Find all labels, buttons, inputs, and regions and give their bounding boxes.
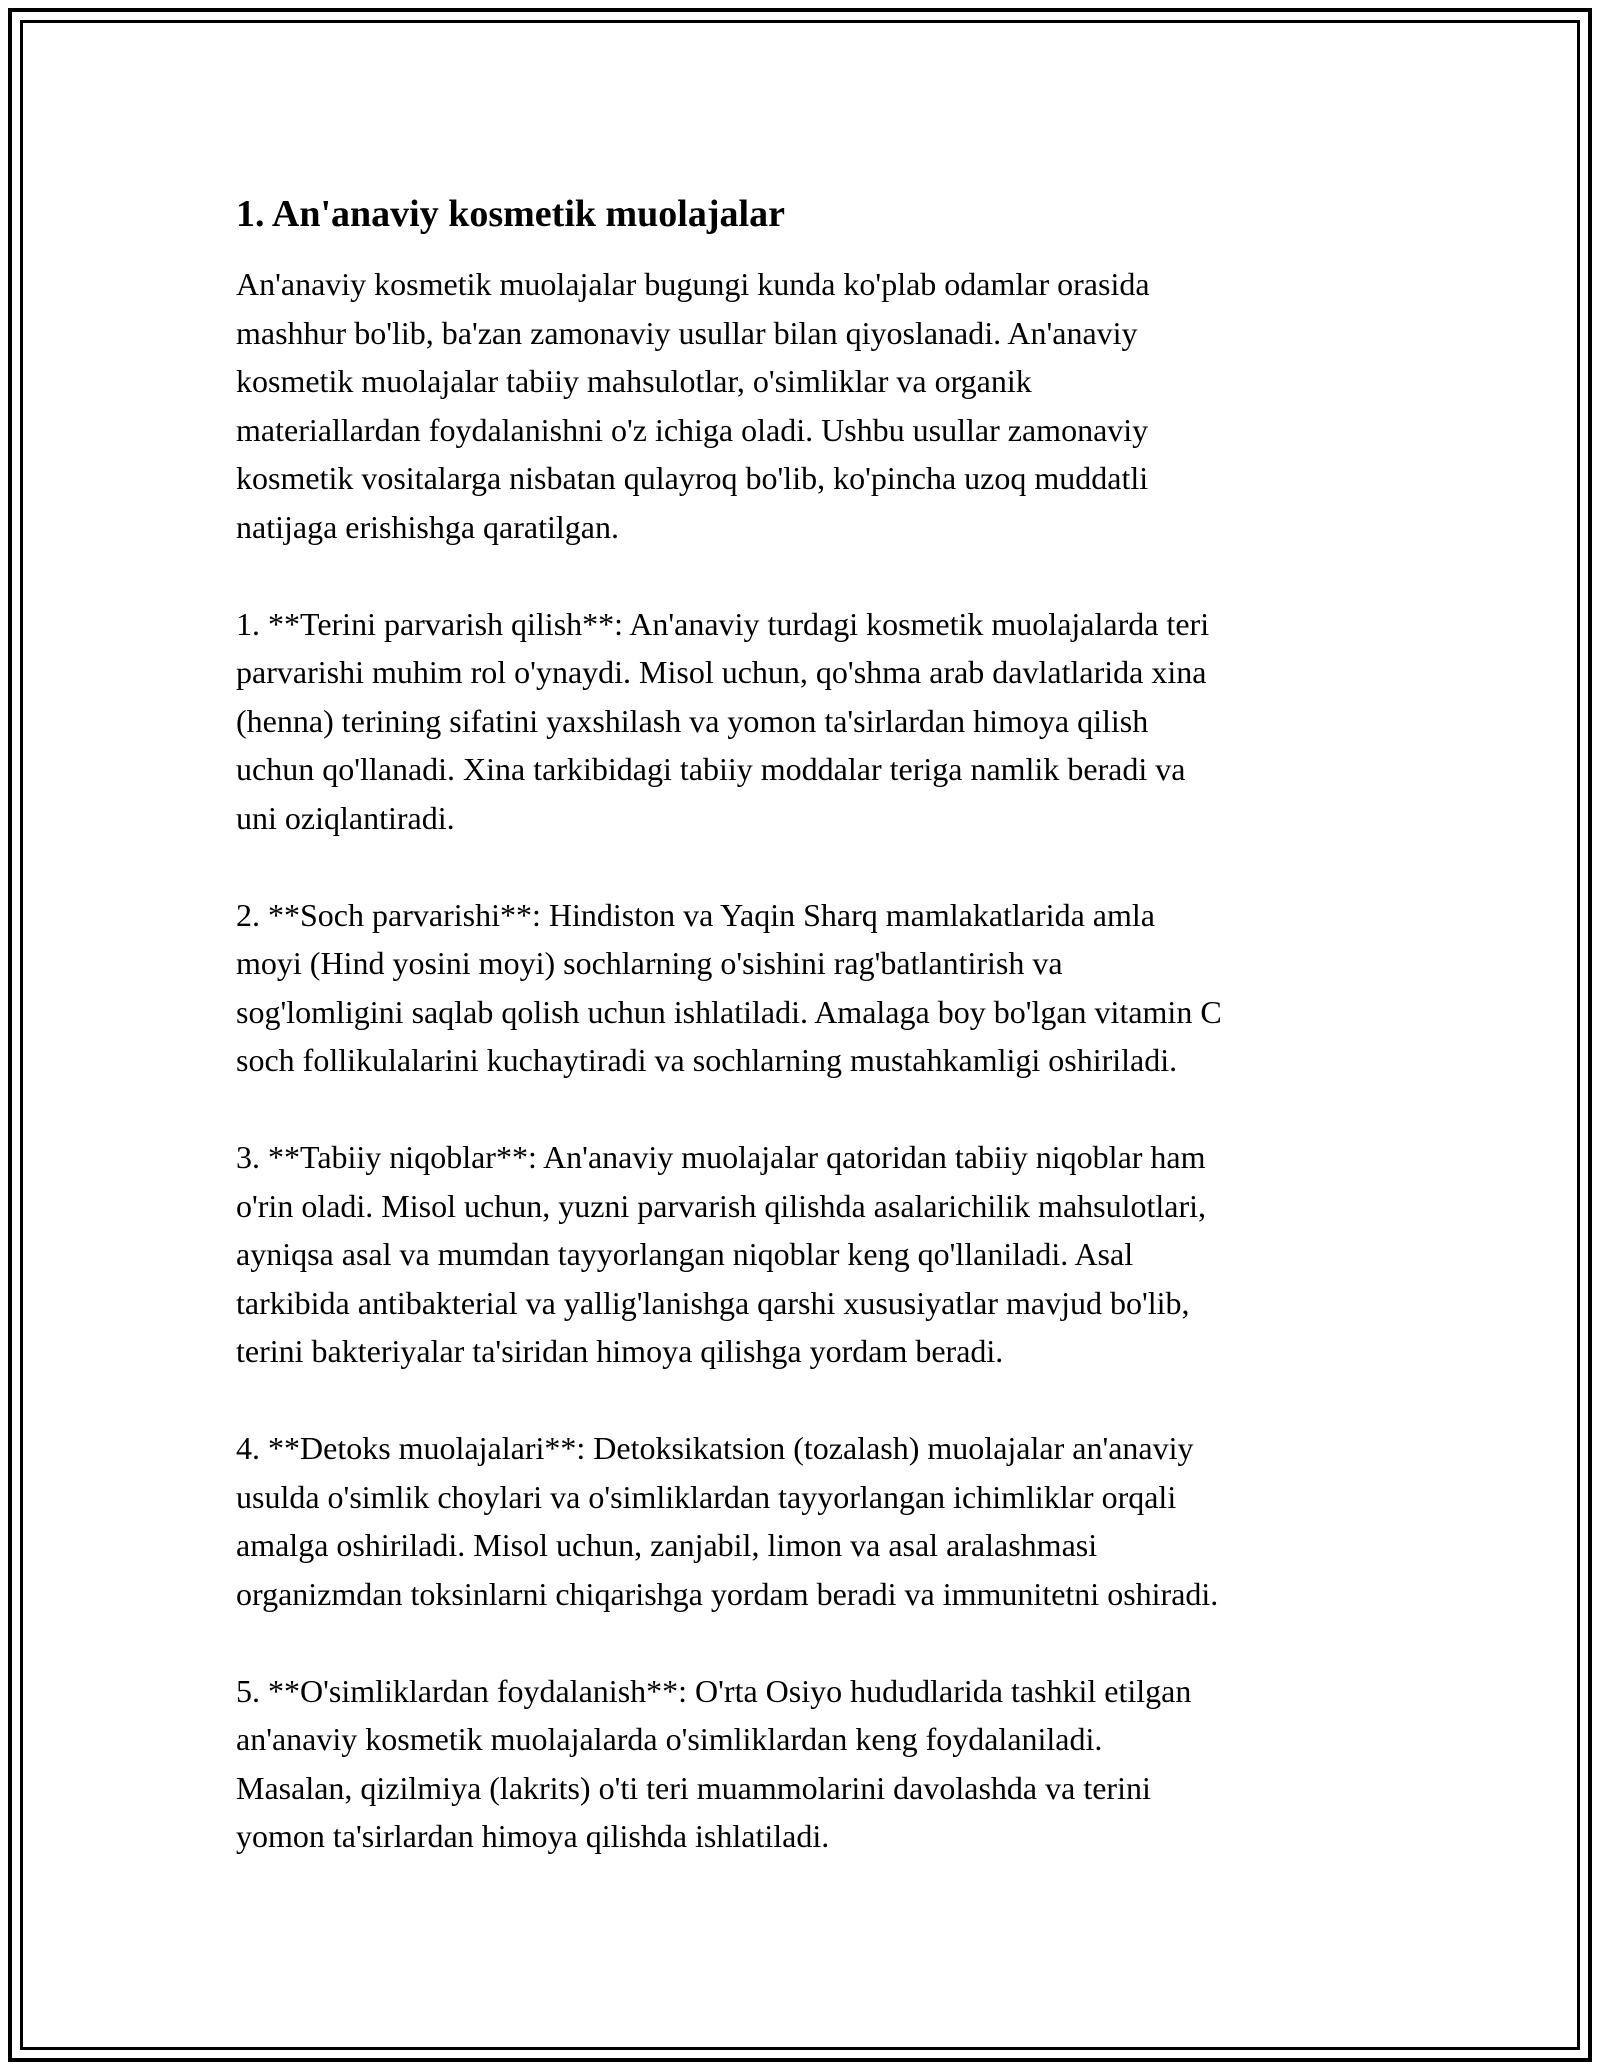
list-item-detox: 4. **Detoks muolajalari**: Detoksikatsion (tozalash) muolajalar an'anaviy usulda o'simlik choylari va o'simliklardan tayyorlangan ichimliklar orqali amalga oshiriladi. Misol uchun, zanjabil, limon va asal aralashmasi organizmdan toksinlarni chiqarishga yordam beradi va immunitetni oshiradi.: [236, 1430, 1219, 1612]
intro-paragraph: An'anaviy kosmetik muolajalar bugungi kunda ko'plab odamlar orasida mashhur bo'lib, ba'zan zamonaviy usullar bilan qiyoslanadi. An'anaviy kosmetik muolajalar tabiiy mahsulotlar, o'simliklar va organik materiallardan foydalanishni o'z ichiga oladi. Ushbu usullar zamonaviy kosmetik vositalarga nisbatan qulayroq bo'lib, ko'pincha uzoq muddatli natijaga erishishga qaratilgan.: [236, 266, 1150, 545]
list-item-hair-care: 2. **Soch parvarishi**: Hindiston va Yaqin Sharq mamlakatlarida amla moyi (Hind yosini moyi) sochlarning o'sishini rag'batlantirish va sog'lomligini saqlab qolish uchun ishlatiladi. Amalaga boy bo'lgan vitamin C soch follikulalarini kuchaytiradi va sochlarning mustahkamligi oshiriladi.: [236, 896, 1222, 1078]
section-heading: 1. An'anaviy kosmetik muolajalar: [236, 193, 785, 235]
document-body: [236, 190, 1396, 1909]
list-item-plants: 5. **O'simliklardan foydalanish**: O'rta Osiyo hududlarida tashkil etilgan an'anaviy kosmetik muolajalarda o'simliklardan keng foydalaniladi. Masalan, qizilmiya (lakrits) o'ti teri muammolarini davolashda va terini yomon ta'sirlardan himoya qilishda ishlatiladi.: [236, 1672, 1192, 1854]
list-item-natural-masks: 3. **Tabiiy niqoblar**: An'anaviy muolajalar qatoridan tabiiy niqoblar ham o'rin oladi. Misol uchun, yuzni parvarish qilishda asalarichilik mahsulotlari, ayniqsa asal va mumdan tayyorlangan niqoblar keng qo'llaniladi. Asal tarkibida antibakterial va yallig'lanishga qarshi xususiyatlar mavjud bo'lib, terini bakteriyalar ta'siridan himoya qilishga yordam beradi.: [236, 1139, 1207, 1369]
list-item-skin-care: 1. **Terini parvarish qilish**: An'anaviy turdagi kosmetik muolajalarda teri parvarishi muhim rol o'ynaydi. Misol uchun, qo'shma arab davlatlarida xina (henna) terining sifatini yaxshilash va yomon ta'sirlardan himoya qilish uchun qo'llanadi. Xina tarkibidagi tabiiy moddalar teriga namlik beradi va uni oziqlantiradi.: [236, 605, 1210, 836]
